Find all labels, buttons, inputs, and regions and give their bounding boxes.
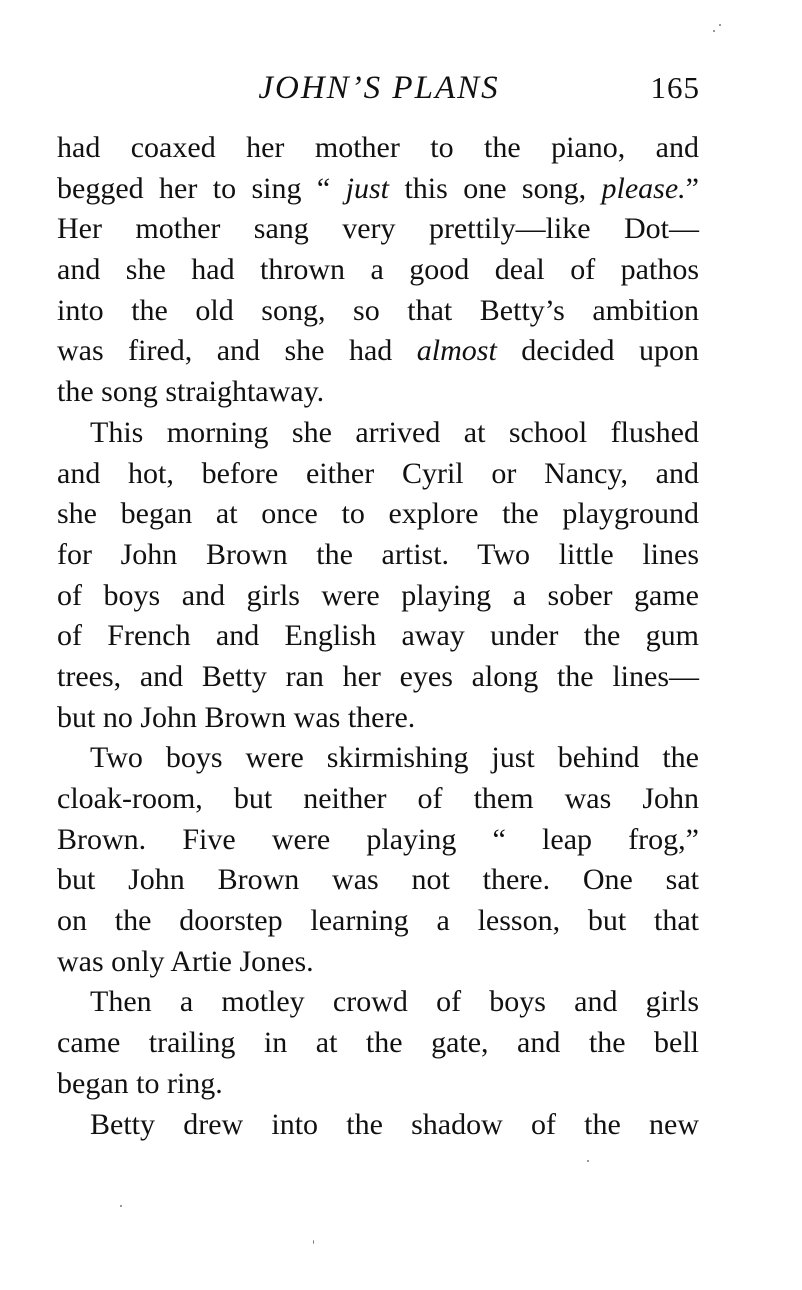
paper-speck bbox=[120, 1205, 122, 1207]
text-line: she began at once to explore the playground bbox=[57, 497, 699, 531]
text-line: the song straightaway. bbox=[57, 375, 325, 409]
text-run: begged her to sing “ bbox=[57, 171, 346, 205]
page-title: JOHN’S PLANS bbox=[258, 70, 500, 106]
text-line: came trailing in at the gate, and the bell bbox=[57, 1026, 699, 1060]
paper-speck bbox=[713, 30, 715, 32]
italic-text: almost bbox=[416, 334, 497, 368]
text-line bbox=[57, 331, 699, 372]
text-line: Two boys were skirmishing just behind the bbox=[90, 741, 699, 775]
text-line: but no John Brown was there. bbox=[57, 700, 416, 734]
text-run: decided upon bbox=[496, 334, 699, 368]
body-text bbox=[57, 128, 699, 1145]
text-line bbox=[57, 169, 699, 210]
text-line: into the old song, so that Betty’s ambition bbox=[57, 293, 699, 327]
text-line: was only Artie Jones. bbox=[57, 944, 314, 978]
text-run: ” bbox=[685, 171, 699, 205]
text-line: Then a motley crowd of boys and girls bbox=[90, 985, 699, 1019]
text-run: was fired, and she had bbox=[57, 334, 417, 368]
text-line: on the doorstep learning a lesson, but that bbox=[57, 904, 699, 938]
paper-speck bbox=[313, 1240, 314, 1244]
text-line: Her mother sang very prettily—like Dot— bbox=[57, 212, 699, 246]
text-line: had coaxed her mother to the piano, and bbox=[57, 131, 699, 164]
text-run: this one song, bbox=[389, 171, 602, 205]
text-line: This morning she arrived at school flushed bbox=[90, 415, 699, 449]
text-line: of boys and girls were playing a sober game bbox=[57, 578, 699, 612]
italic-text: just bbox=[345, 171, 390, 205]
text-line: for John Brown the artist. Two little lines bbox=[57, 537, 699, 571]
paper-speck bbox=[587, 1160, 589, 1162]
text-line: and hot, before either Cyril or Nancy, and bbox=[57, 456, 699, 490]
text-line: Betty drew into the shadow of the new bbox=[90, 1107, 699, 1141]
text-line: began to ring. bbox=[57, 1066, 223, 1100]
text-line: Brown. Five were playing “ leap frog,” bbox=[57, 822, 699, 856]
text-line: and she had thrown a good deal of pathos bbox=[57, 253, 699, 287]
page-number: 165 bbox=[650, 70, 700, 105]
text-line: trees, and Betty ran her eyes along the lines— bbox=[57, 659, 699, 693]
italic-text: please. bbox=[601, 171, 686, 205]
text-line: but John Brown was not there. One sat bbox=[57, 863, 699, 897]
paper-speck bbox=[719, 24, 721, 26]
running-head bbox=[58, 62, 700, 118]
text-line: cloak-room, but neither of them was John bbox=[57, 782, 699, 815]
text-line: of French and English away under the gum bbox=[57, 619, 699, 653]
